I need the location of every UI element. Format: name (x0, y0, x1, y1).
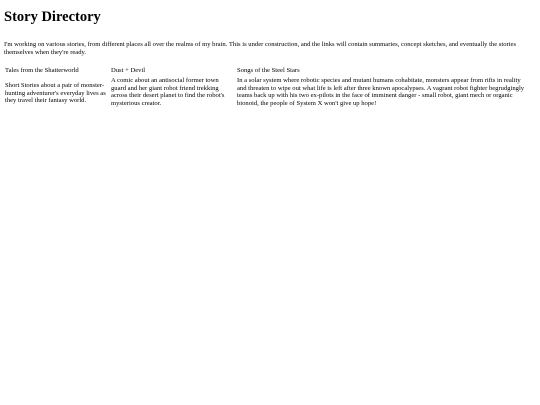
story-cell-shatterworld (4, 67, 110, 107)
story-title-steel-stars[interactable]: Songs of the Steel Stars (237, 67, 300, 75)
story-cell-dust-devil (110, 67, 236, 107)
story-cell-steel-stars (236, 67, 530, 107)
story-summary-dust-devil: A comic about an antisocial former town guard and her giant robot friend trekking across their desert planet to find the robot's mysterious creator. (111, 77, 225, 107)
story-summary-shatterworld: Short Stories about a pair of monster-hunting adventurer's everyday lives as they travel their fantasy world. (5, 82, 106, 105)
page-title: Story Directory (4, 9, 101, 25)
story-title-dust-devil[interactable]: Dust + Devil (111, 67, 146, 75)
story-summary-steel-stars: In a solar system where robotic species and mutant humans cohabitate, monsters appear from rifts in reality and threaten to wipe out what life is left after three known apocalypses. A vagrant robot fighter begrudgingly teams back up with his two ex-pilots in the face of imminent danger - small robot, giant mech or organic bionoid, the people of System X won't give up hope! (237, 77, 525, 107)
story-table (4, 67, 530, 107)
intro-text: I'm working on various stories, from different places all over the realms of my brain. This is under construction, and the links will contain summaries, concept sketches, and eventually the stories themselves when they're ready. (4, 41, 517, 57)
story-title-shatterworld[interactable]: Tales from the Shatterworld (5, 67, 79, 75)
story-row (4, 67, 530, 107)
